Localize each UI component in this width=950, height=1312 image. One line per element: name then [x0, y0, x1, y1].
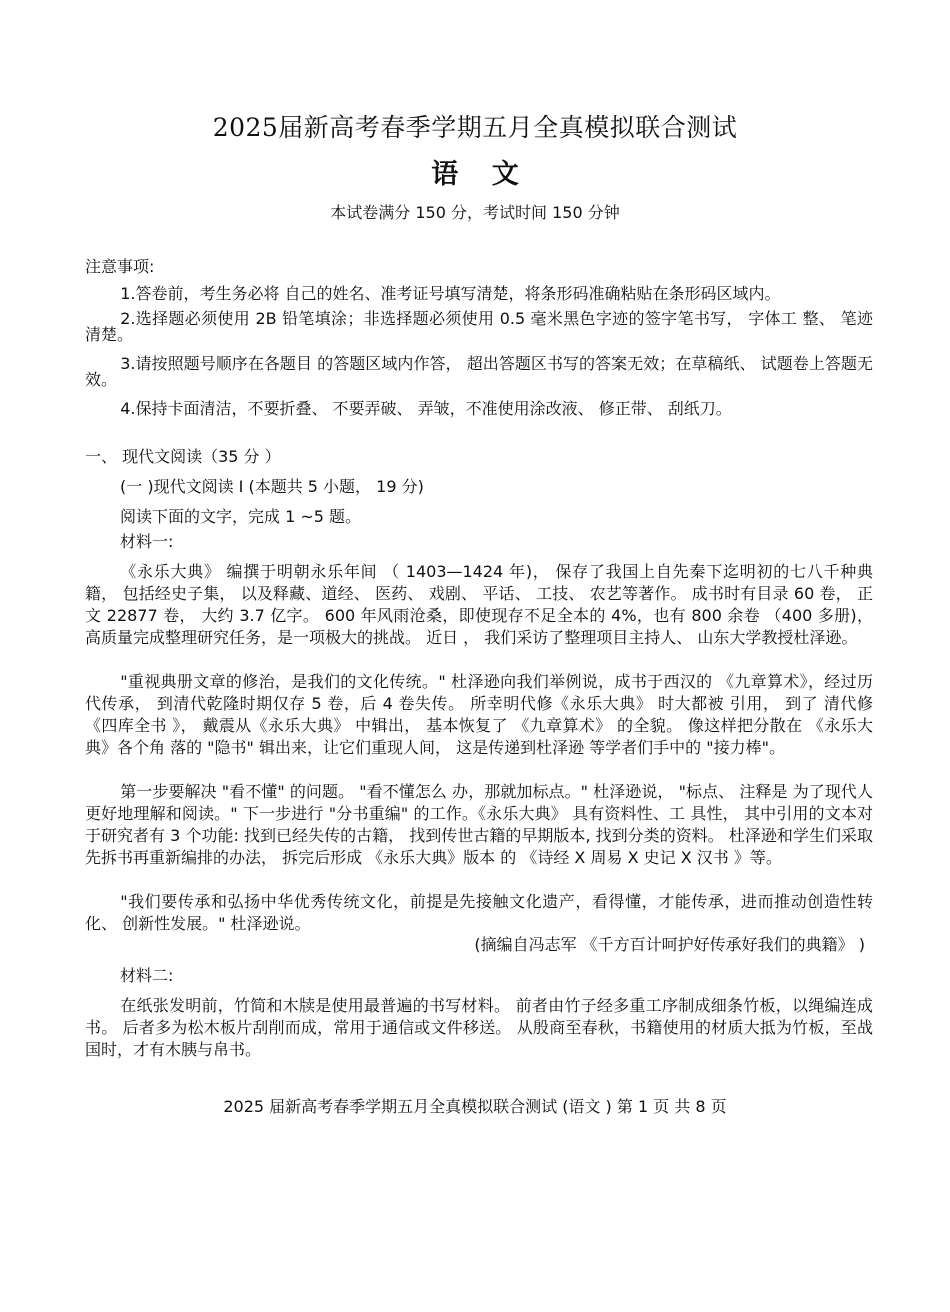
exam-title: 2025届新高考春季学期五月全真模拟联合测试 [212, 113, 738, 142]
material-1-paragraph-2: "重视典册文章的修治，是我们的文化传统。" 杜泽逊向我们举例说，成书于西汉的 《九章算术》，经过历代传承， 到清代乾隆时期仅存 5 卷，后 4 卷失传。 所幸明代修《永乐大典》 时大都被 引用， 到了 清代修《四库全书 》， 戴震从《永乐大典》 中辑出， 基本恢复了 《九章算术》 的全貌。 像这样把分散在 《永乐大典》各个角 落的 "隐书" 辑出来，让它们重现人间， 这是传递到杜泽逊 等学者们手中的 "接力棒"。 [85, 672, 873, 757]
material-2-label: 材料二: [120, 966, 174, 985]
subject-title: 语 文 [431, 159, 531, 190]
notice-item-4: 4.保持卡面清洁，不要折叠、 不要弄破、 弄皱，不准使用涂改液、 修正带、 刮纸刀。 [120, 399, 732, 418]
sub-heading: (一 )现代文阅读 Ⅰ (本题共 5 小题， 19 分) [120, 477, 424, 496]
material-1-paragraph-4: "我们要传承和弘扬中华优秀传统文化，前提是先接触文化遗产，看得懂，才能传承，进而推动创造性转化、 创新性发展。" 杜泽逊说。 [85, 892, 873, 933]
exam-meta: 本试卷满分 150 分，考试时间 150 分钟 [330, 203, 620, 222]
notice-item-1: 1.答卷前，考生务必将 自己的姓名、准考证号填写清楚，将条形码准确粘贴在条形码区域内。 [120, 284, 781, 303]
material-1-paragraph-3: 第一步要解决 "看不懂" 的问题。 "看不懂怎么 办，那就加标点。" 杜泽逊说， "标点、 注释是 为了现代人更好地理解和阅读。" 下一步进行 "分书重编" 的工作。《永乐大典》 具有资料性、工 具性， 其中引用的文本对于研究者有 3 个功能: 找到已经失传的古籍， 找到传世古籍的早期版本, 找到分类的资料。 杜泽逊和学生们采取先拆书再重新编排的办法， 拆完后形成 《永乐大典》版本 的 《诗经 X 周易 X 史记 X 汉书 》等。 [85, 782, 873, 867]
notice-item-2: 2.选择题必须使用 2B 铅笔填涂；非选择题必须使用 0.5 毫米黑色字迹的签字笔书写， 字体工 整、 笔迹清楚。 [85, 309, 873, 344]
section-heading: 一、 现代文阅读（35 分 ） [85, 447, 281, 466]
reading-instruction: 阅读下面的文字，完成 1 ~5 题。 [120, 507, 362, 526]
page-footer: 2025 届新高考春季学期五月全真模拟联合测试 (语文 ) 第 1 页 共 8 页 [223, 1097, 727, 1116]
notice-heading: 注意事项: [85, 257, 155, 276]
notice-item-3: 3.请按照题号顺序在各题目 的答题区域内作答， 超出答题区书写的答案无效；在草稿纸、 试题卷上答题无效。 [85, 354, 873, 389]
material-1-paragraph-1: 《永乐大典》 编撰于明朝永乐年间 （ 1403—1424 年)， 保存了我国上自先秦下迄明初的七八千种典籍， 包括经史子集， 以及释藏、道经、 医药、 戏剧、 平话、 工技、 农艺等著作。 成书时有目录 60 卷， 正文 22877 卷， 大约 3.7 亿字。 600 年风雨沧桑，即使现存不足全本的 4%，也有 800 余卷 （400 多册)，高质量完成整理研究任务，是一项极大的挑战。 近日 ， 我们采访了整理项目主持人、 山东大学教授杜泽逊。 [85, 562, 873, 647]
material-1-label: 材料一: [120, 532, 174, 551]
material-2-paragraph: 在纸张发明前，竹简和木牍是使用最普遍的书写材料。 前者由竹子经多重工序制成细条竹板，以绳编连成书。 后者多为松木板片刮削而成，常用于通信或文件移送。 从殷商至春秋，书籍使用的材质大抵为竹板，至战国时，才有木胰与帛书。 [85, 996, 873, 1059]
material-1-source: (摘编自冯志军 《千方百计呵护好传承好我们的典籍》 ) [474, 935, 865, 954]
